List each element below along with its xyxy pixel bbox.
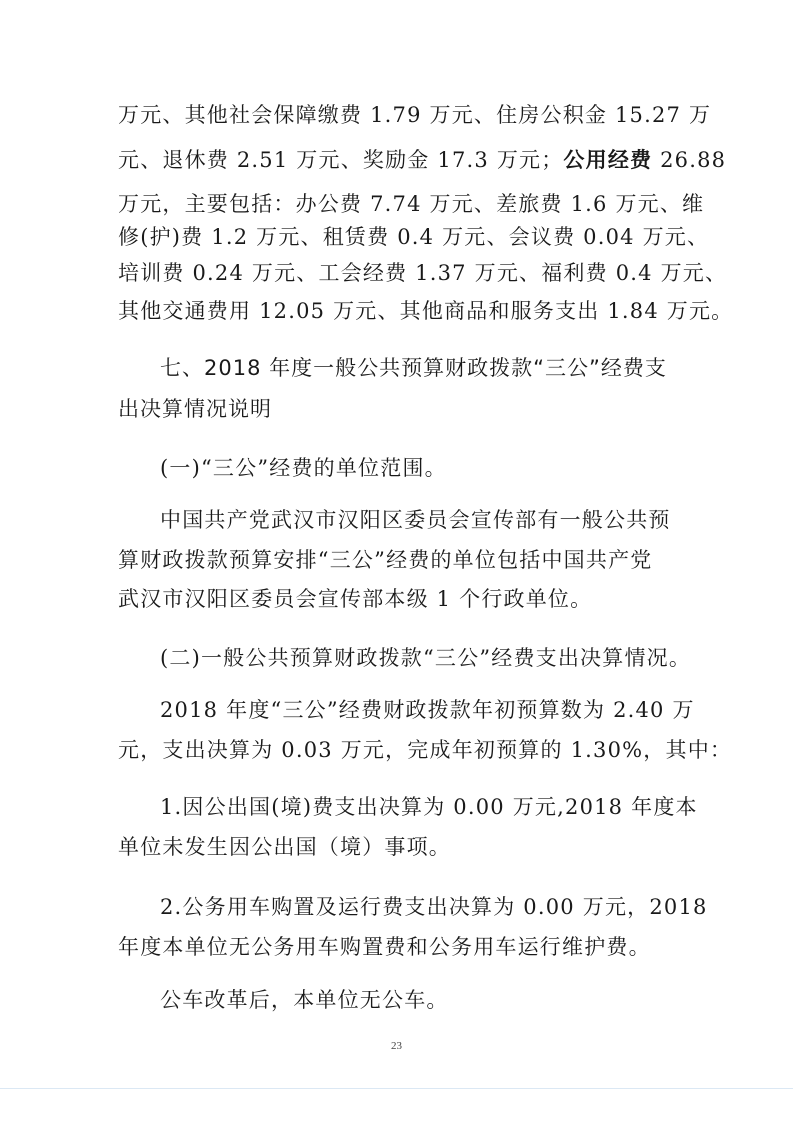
text-line: 万元，主要包括：办公费 7.74 万元、差旅费 1.6 万元、维 [118,192,705,216]
paragraph-line: 中国共产党武汉市汉阳区委员会宣传部有一般公共预 [160,508,671,532]
scan-edge-divider [0,1088,793,1089]
subsection-title: (二)一般公共预算财政拨款“三公”经费支出决算情况。 [160,646,692,670]
section-heading-continued: 出决算情况说明 [118,397,272,421]
text-line [118,145,726,175]
list-item-line: 2.公务用车购置及运行费支出决算为 0.00 万元，2018 [160,895,708,919]
section-heading: 七、2018 年度一般公共预算财政拨款“三公”经费支 [160,356,667,380]
text-line: 万元、其他社会保障缴费 1.79 万元、住房公积金 15.27 万 [118,103,712,127]
paragraph-line: 算财政拨款预算安排“三公”经费的单位包括中国共产党 [118,548,653,572]
page-number: 23 [391,1040,402,1052]
text-segment: 26.88 [652,148,727,172]
closing-line: 公车改革后，本单位无公车。 [160,988,449,1012]
list-item-line: 1.因公出国(境)费支出决算为 0.00 万元,2018 年度本 [160,795,698,819]
paragraph-line: 2018 年度“三公”经费财政拨款年初预算数为 2.40 万 [160,698,695,722]
subsection-title: (一)“三公”经费的单位范围。 [160,456,447,480]
bold-term-public-funds: 公用经费 [563,148,653,172]
text-segment: 元、退休费 2.51 万元、奖励金 17.3 万元； [118,148,564,172]
paragraph-line: 武汉市汉阳区委员会宣传部本级 1 个行政单位。 [118,587,593,611]
list-item-line: 单位未发生因公出国（境）事项。 [118,835,451,859]
text-line: 其他交通费用 12.05 万元、其他商品和服务支出 1.84 万元。 [118,299,734,323]
text-line: 培训费 0.24 万元、工会经费 1.37 万元、福利费 0.4 万元、 [118,261,728,285]
list-item-line: 年度本单位无公务用车购置费和公务用车运行维护费。 [118,935,651,959]
text-line: 修(护)费 1.2 万元、租赁费 0.4 万元、会议费 0.04 万元、 [118,225,710,249]
paragraph-line: 元，支出决算为 0.03 万元，完成年初预算的 1.30%，其中： [118,738,733,762]
